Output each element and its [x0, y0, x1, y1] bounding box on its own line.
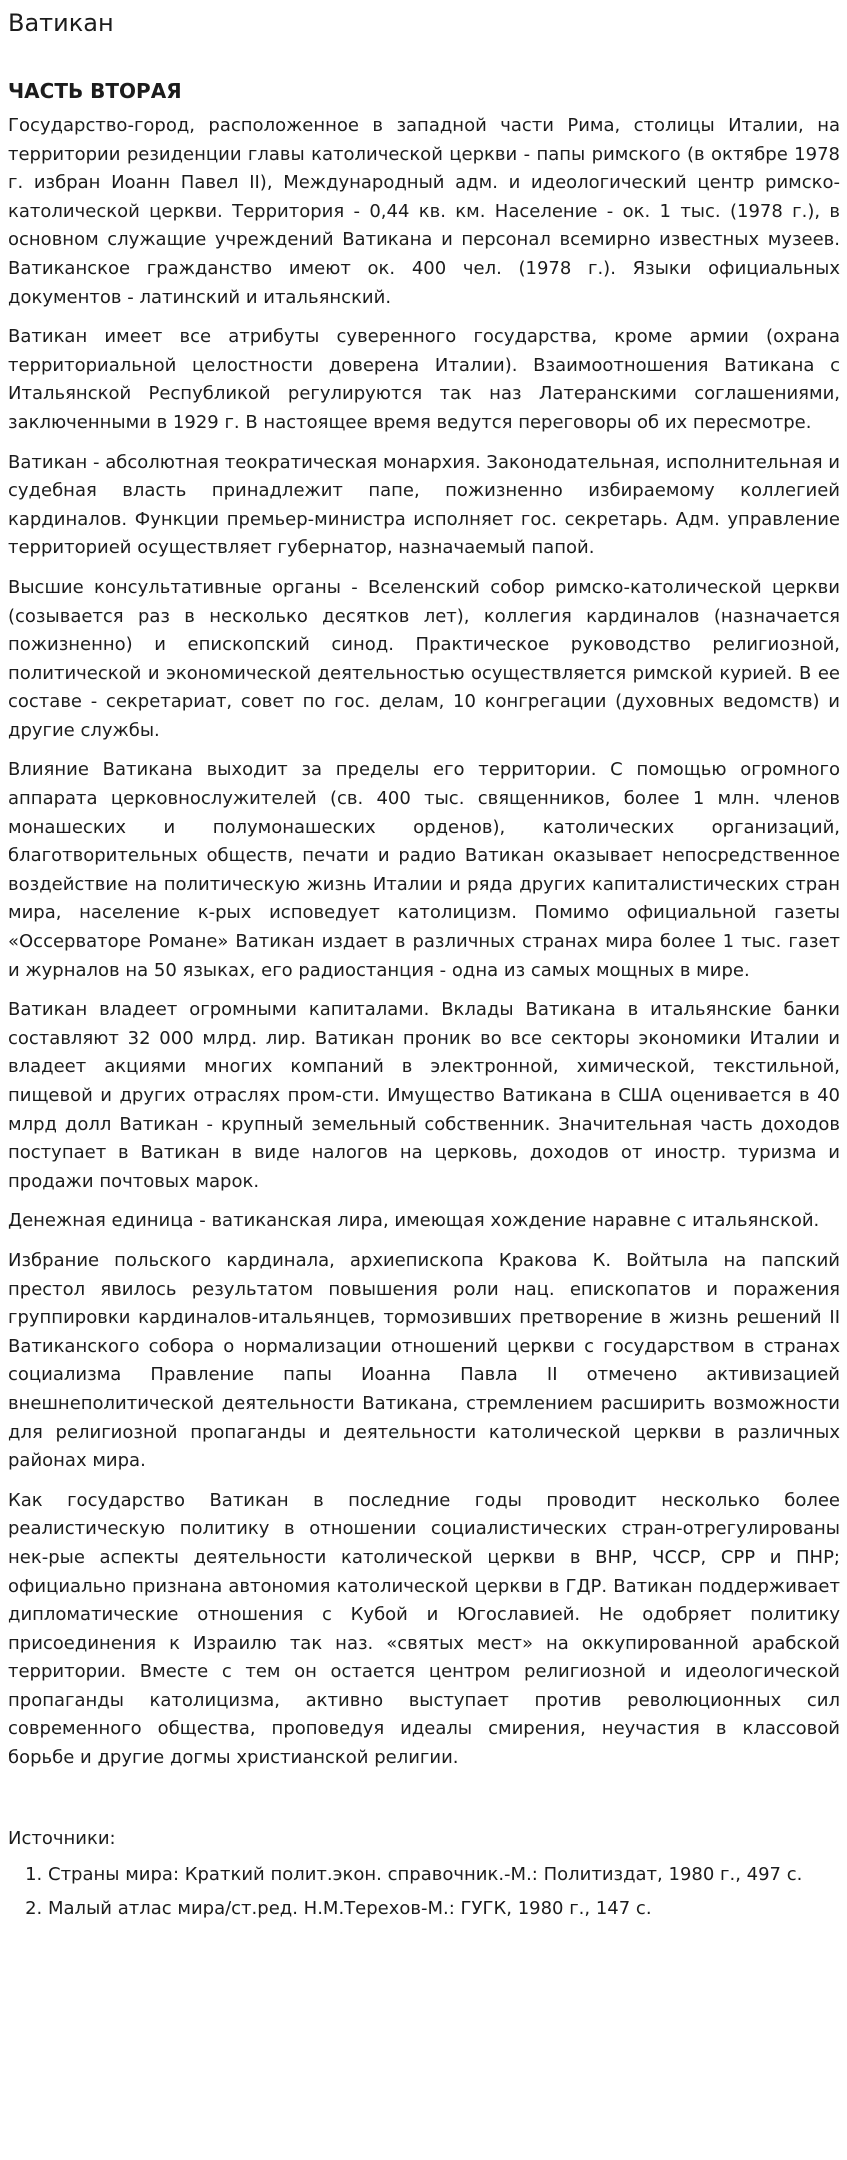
paragraph: Избрание польского кардинала, архиепископа Кракова К. Войтыла на папский престол явилось результатом повышения роли нац. епископатов и поражения группировки кардиналов-итальянцев, тормозивших претворение в жизнь решений II Ватиканского собора о нормализации отношений церкви с государством в странах социализма Правление папы Иоанна Павла II отмечено активизацией внешнеполитической деятельности Ватикана, стремлением расширить возможности для религиозной пропаганды и деятельности католической церкви в различных районах мира.: [8, 1249, 840, 1472]
page-title: Ватикан: [8, 9, 114, 37]
paragraph: Как государство Ватикан в последние годы проводит несколько более реалистическую политику в отношении социалистических стран-отрегулированы нек-рые аспекты деятельности католической церкви в ВНР, ЧССР, СРР и ПНР; официально признана автономия католической церкви в ГДР. Ватикан поддерживает дипломатические отношения с Кубой и Югославией. Не одобряет политику присоединения к Израилю так наз. «святых мест» на оккупированной арабской территории. Вместе с тем он остается центром религиозной и идеологической пропаганды католицизма, активно выступает против революционных сил современного общества, проповедуя идеалы смирения, неучастия в классовой борьбе и другие догмы христианской религии.: [8, 1489, 840, 1769]
paragraph: Влияние Ватикана выходит за пределы его территории. С помощью огромного аппарата церковнослужителей (св. 400 тыс. священников, более 1 млн. членов монашеских и полумонашеских орденов), католических организаций, благотворительных обществ, печати и радио Ватикан оказывает непосредственное воздействие на политическую жизнь Италии и ряда других капиталистических стран мира, население к-рых исповедует католицизм. Помимо официальной газеты «Оссерваторе Романе» Ватикан издает в различных странах мира более 1 тыс. газет и журналов на 50 языках, его радиостанция - одна из самых мощных в мире.: [8, 759, 840, 981]
article-body: [8, 112, 840, 1773]
sources-section: [8, 1825, 840, 1924]
part-heading: ЧАСТЬ ВТОРАЯ: [8, 79, 182, 103]
paragraph: Ватикан владеет огромными капиталами. Вклады Ватикана в итальянские банки составляют 32 000 млрд. лир. Ватикан проник во все секторы экономики Италии и владеет акциями многих компаний в электронной, химической, текстильной, пищевой и других отраслях пром-сти. Имущество Ватикана в США оценивается в 40 млрд долл Ватикан - крупный земельный собственник. Значительная часть доходов поступает в Ватикан в виде налогов на церковь, доходов от иностр. туризма и продажи почтовых марок.: [8, 999, 840, 1192]
paragraph: Высшие консультативные органы - Вселенский собор римско-католической церкви (созывается раз в несколько десятков лет), коллегия кардиналов (назначается пожизненно) и епископский синод. Практическое руководство религиозной, политической и экономической деятельностью осуществляется римской курией. В ее составе - секретариат, совет по гос. делам, 10 конгрегации (духовных ведомств) и другие службы.: [8, 576, 840, 741]
source-item: 1. Страны мира: Краткий полит.экон. справочник.-М.: Политиздат, 1980 г., 497 с.: [48, 1861, 840, 1890]
paragraph: Ватикан - абсолютная теократическая монархия. Законодательная, исполнительная и судебная власть принадлежит папе, пожизненно избираемому коллегией кардиналов. Функции премьер-министра исполняет гос. секретарь. Адм. управление территорией осуществляет губернатор, назначаемый папой.: [8, 451, 840, 559]
sources-list: [8, 1861, 840, 1924]
paragraph: Ватикан имеет все атрибуты суверенного государства, кроме армии (охрана территориальной целостности доверена Италии). Взаимоотношения Ватикана с Итальянской Республикой регулируются так наз Латеранскими соглашениями, заключенными в 1929 г. В настоящее время ведутся переговоры об их пересмотре.: [8, 326, 840, 433]
sources-label: Источники:: [8, 1827, 116, 1849]
paragraph: Денежная единица - ватиканская лира, имеющая хождение наравне с итальянской.: [8, 1210, 820, 1232]
source-item: 2. Малый атлас мира/ст.ред. Н.М.Терехов-М.: ГУГК, 1980 г., 147 с.: [48, 1895, 840, 1924]
paragraph: Государство-город, расположенное в западной части Рима, столицы Италии, на территории резиденции главы католической церкви - папы римского (в октябре 1978 г. избран Иоанн Павел II), Международный адм. и идеологический центр римско-католической церкви. Территория - 0,44 кв. км. Население - ок. 1 тыс. (1978 г.), в основном служащие учреждений Ватикана и персонал всемирно известных музеев. Ватиканское гражданство имеют ок. 400 чел. (1978 г.). Языки официальных документов - латинский и итальянский.: [8, 115, 840, 308]
